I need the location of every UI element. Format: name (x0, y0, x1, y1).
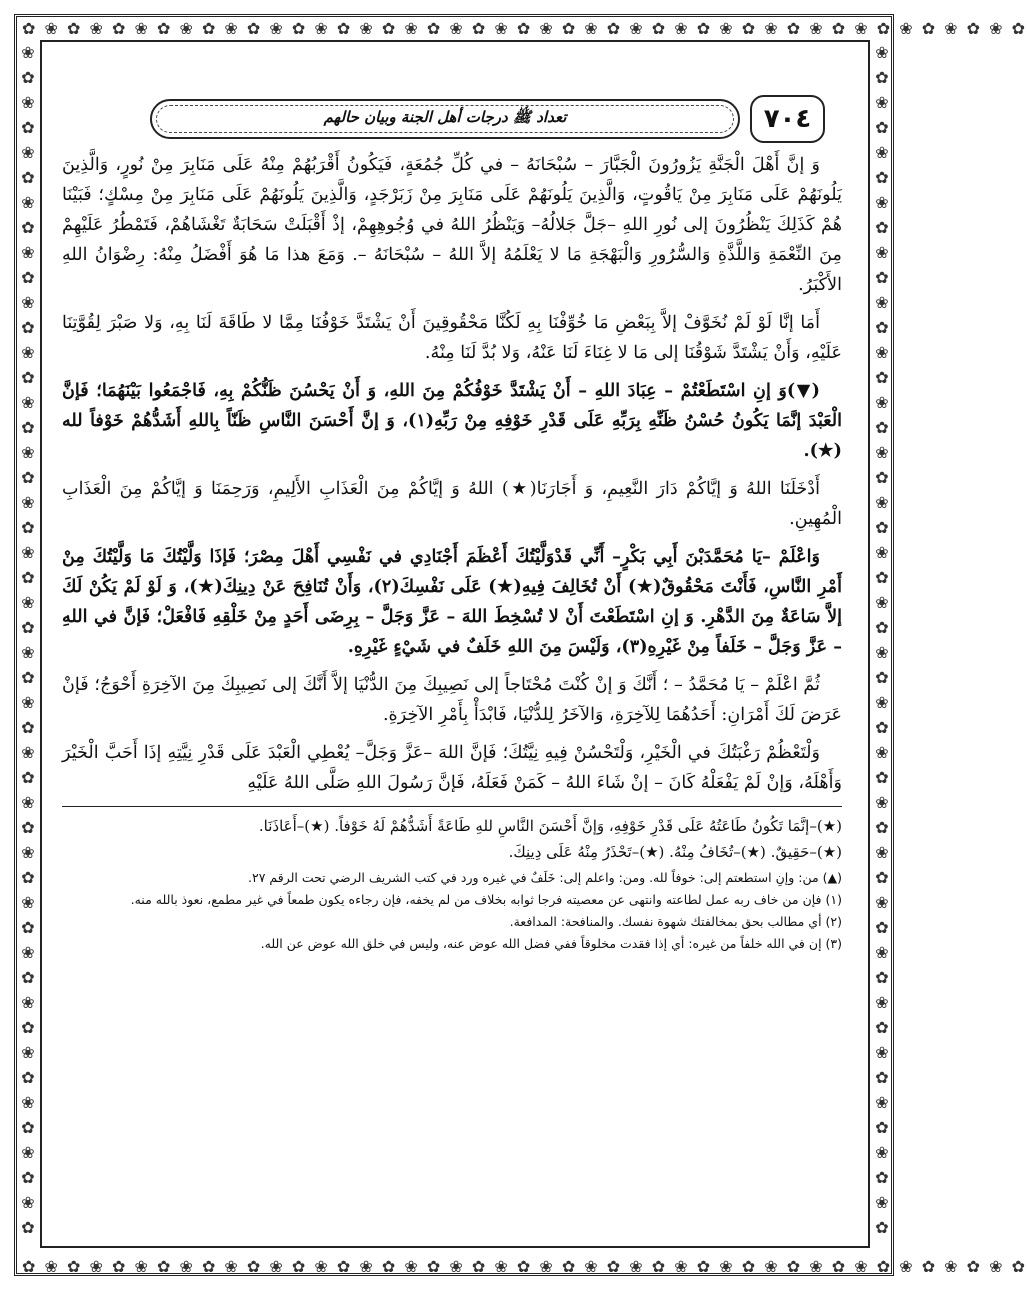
paragraph-1: وَ إنَّ أَهْلَ الْجَنَّةِ يَزُورُونَ الْجَبَّارَ – سُبْحَانَهُ – في كُلِّ جُمُعَةٍ، فَيَكُونُ أَقْرَبُهُمْ مِنْهُ عَلَى مَنَابِرَ مِنْ نُورٍ، وَالَّذِينَ يَلُونَهُمْ عَلَى مَنَابِرَ مِنْ يَاقُوتٍ، وَالَّذِينَ يَلُونَهُمْ عَلَى مَنَابِرَ مِنْ زَبَرْجَدٍ، وَالَّذِينَ يَلُونَهُمْ عَلَى مَنَابِرَ مِنْ مِسْكٍ؛ فَبَيْنَا هُمْ كَذَلِكَ يَنْظُرُونَ إلى نُورِ اللهِ –جَلَّ جَلالُهُ– وَيَنْظُرُ اللهُ في وُجُوهِهِمْ، إذْ أَقْبَلَتْ سَحَابَةٌ تَغْشَاهُمْ، فَتَمْطُرُ عَلَيْهِمْ مِنَ النِّعْمَةِ وَاللَّذَّةِ وَالسُّرُورِ وَالْبَهْجَةِ مَا لا يَعْلَمُهُ إلاَّ اللهُ – سُبْحَانَهُ –. وَمَعَ هذا مَا هُوَ أَفْضَلُ مِنْهُ: رِضْوَانُ اللهِ الأَكْبَرُ. (62, 155, 842, 295)
chapter-title-text: تعداد ﷺ درجات أهل الجنة وبيان حالهم (323, 108, 567, 126)
footnote-divider (62, 806, 842, 807)
main-text (62, 150, 842, 955)
gloss-line-2: (★)–حَقِيقٌ. (★)–تُخَافُ مِنْهُ. (★)–تَحْذَرُ مِنْهُ عَلَى دِينِكَ. (508, 843, 842, 861)
paragraph-4: أَدْخَلَنَا اللهُ وَ إيَّاكُمْ دَارَ النَّعِيمِ، وَ أَجَارَنَا(★) اللهُ وَ إيَّاكُمْ مِنَ الْعَذَابِ الأَلِيمِ، وَرَحِمَنَا وَ إيَّاكُمْ مِنَ الْعَذَابِ الْمُهِينِ. (62, 479, 842, 529)
footnote-1: (١) فإن من خاف ربه عمل لطاعته وانتهى عن معصيته فرجا ثوابه بخلاف من لم يخفه، فإن رجاءه يكون طمعاً في غير مطمع، نعوذ بالله منه. (130, 892, 842, 907)
paragraph-6: ثُمَّ اعْلَمْ – يَا مُحَمَّدُ – ؛ أَنَّكَ وَ إنْ كُنْتَ مُحْتَاجاً إلى نَصِيبِكَ مِنَ الدُّنْيَا إلاَّ أَنَّكَ إلى نَصِيبِكَ مِنَ الآخِرَةِ أَحْوَجُ؛ فَإنْ عَرَضَ لَكَ أَمْرَانِ: أَحَدُهُمَا لِلآخِرَةِ، وَالآخَرُ لِلدُّنْيَا، فَابْدَأْ بِأَمْرِ الآخِرَةِ. (62, 675, 842, 725)
footnotes (62, 867, 842, 955)
page-number: ٧٠٤ (750, 95, 825, 143)
top-ornament: ✿ ❀ ✿ ❀ ✿ ❀ ✿ ❀ ✿ ❀ ✿ ❀ ✿ ❀ ✿ ❀ ✿ ❀ ✿ ❀ ✿ ❀ ✿ ❀ ✿ ❀ ✿ ❀ ✿ ❀ ✿ ❀ ✿ ❀ ✿ ❀ ✿ ❀ ✿ ❀ ✿ ❀ ✿ ❀ ✿ (22, 19, 1027, 38)
footnote-2: (٢) أي مطالب بحق بمخالفتك شهوة نفسك. والمنافحة: المدافعة. (509, 914, 842, 929)
gloss-line-1: (★)–إنَّمَا تَكُونُ طَاعَتُهُ عَلَى قَدْرِ خَوْفِهِ، وَإنَّ أَحْسَنَ النَّاسِ للهِ طَاعَةً أَشَدُّهُمْ لَهُ خَوْفاً. (★)–أَعَاذَنَا. (258, 817, 842, 835)
footnote-source: (▲) من: وإنِ استطعتم إلى: خوفاً لله. ومن: واعلم إلى: خَلَفٌ في غيره ورد في كتب الشريف الرضي تحت الرقم ٢٧. (248, 870, 842, 885)
page-header (130, 95, 830, 147)
paragraph-2: أَمَا إنَّا لَوْ لَمْ نُخَوَّفْ إلاَّ بِبَعْضِ مَا خُوِّفْنَا بِهِ لَكُنَّا مَحْقُوقِينَ أَنْ يَشْتَدَّ خَوْفُنَا مِمَّا لا طَاقَةَ لَنَا بِهِ، وَلا صَبْرَ لِقُوَّتِنَا عَلَيْهِ، وَأَنْ يَشْتَدَّ شَوْقُنَا إلى مَا لا غِنَاءَ لَنَا عَنْهُ، وَلا بُدَّ لَنَا مِنْهُ. (62, 313, 842, 363)
right-ornament: ❀ ✿ ❀ ✿ ❀ ✿ ❀ ✿ ❀ ✿ ❀ ✿ ❀ ✿ ❀ ✿ ❀ ✿ ❀ ✿ ❀ ✿ ❀ ✿ ❀ ✿ ❀ ✿ ❀ ✿ ❀ ✿ ❀ ✿ ❀ ✿ ❀ ✿ ❀ ✿ ❀ ✿ ❀ ✿ ❀ ✿ ❀ ✿ (875, 43, 889, 1237)
chapter-title (150, 99, 740, 139)
paragraph-3: (▼)وَ إنِ اسْتَطَعْتُمْ – عِبَادَ اللهِ – أَنْ يَشْتَدَّ خَوْفُكُمْ مِنَ اللهِ، وَ أَنْ يَحْسُنَ ظَنُّكُمْ بِهِ، فَاجْمَعُوا بَيْنَهُمَا؛ فَإنَّ الْعَبْدَ إنَّمَا يَكُونُ حُسْنُ ظَنِّهِ بِرَبِّهِ عَلَى قَدْرِ خَوْفِهِ مِنْ رَبِّهِ(١)، وَ إنَّ أَحْسَنَ النَّاسِ ظَنّاً بِاللهِ أَشَدُّهُمْ خَوْفاً لله (★). (62, 380, 843, 461)
left-ornament: ❀ ✿ ❀ ✿ ❀ ✿ ❀ ✿ ❀ ✿ ❀ ✿ ❀ ✿ ❀ ✿ ❀ ✿ ❀ ✿ ❀ ✿ ❀ ✿ ❀ ✿ ❀ ✿ ❀ ✿ ❀ ✿ ❀ ✿ ❀ ✿ ❀ ✿ ❀ ✿ ❀ ✿ ❀ ✿ ❀ ✿ ❀ ✿ (21, 43, 35, 1237)
footnote-3: (٣) إن في الله خلفاً من غيره: أي إذا فقدت مخلوقاً ففي فضل الله عوض عنه، وليس في خلق الله عوض عن الله. (260, 936, 842, 951)
bottom-ornament: ✿ ❀ ✿ ❀ ✿ ❀ ✿ ❀ ✿ ❀ ✿ ❀ ✿ ❀ ✿ ❀ ✿ ❀ ✿ ❀ ✿ ❀ ✿ ❀ ✿ ❀ ✿ ❀ ✿ ❀ ✿ ❀ ✿ ❀ ✿ ❀ ✿ ❀ ✿ ❀ ✿ ❀ ✿ ❀ ✿ (22, 1257, 1027, 1276)
paragraph-5: وَاعْلَمْ –يَا مُحَمَّدَبْنَ أَبِي بَكْرٍ– أَنِّي قَدْوَلَّيْتُكَ أَعْظَمَ أَجْنَادِي في نَفْسِي أَهْلَ مِصْرَ؛ فَإذَا وَلَّيْتُكَ مَا وَلَّيْتُكَ مِنْ أَمْرِ النَّاسِ، فَأَنْتَ مَحْقُوقٌ(★) أَنْ تُخَالِفَ فِيهِ(★) عَلَى نَفْسِكَ(٢)، وَأَنْ تُنَافِحَ عَنْ دِينِكَ(★)، وَ لَوْ لَمْ يَكُنْ لَكَ إلاَّ سَاعَةٌ مِنَ الدَّهْرِ. وَ إنِ اسْتَطَعْتَ أَنْ لا تُسْخِطَ اللهَ – عَزَّ وَجَلَّ – بِرِضَى أَحَدٍ مِنْ خَلْقِهِ فَافْعَلْ؛ فَإنَّ في اللهِ – عَزَّ وَجَلَّ – خَلَفاً مِنْ غَيْرِهِ(٣)، وَلَيْسَ مِنَ اللهِ خَلَفٌ في شَيْءٍ غَيْرِهِ. (62, 546, 842, 657)
paragraph-7: وَلْتَعْظُمْ رَغْبَتُكَ في الْخَيْرِ، وَلْتَحْسُنْ فِيهِ نِيَّتُكَ؛ فَإنَّ اللهَ –عَزَّ وَجَلَّ– يُعْطِي الْعَبْدَ عَلَى قَدْرِ نِيَّتِهِ إذَا أَحَبَّ الْخَيْرَ وَأَهْلَهُ، وَإنْ لَمْ يَفْعَلْهُ كَانَ – إنْ شَاءَ اللهُ – كَمَنْ فَعَلَهُ، فَإنَّ رَسُولَ اللهِ صَلَّى اللهُ عَلَيْهِ (62, 743, 842, 793)
